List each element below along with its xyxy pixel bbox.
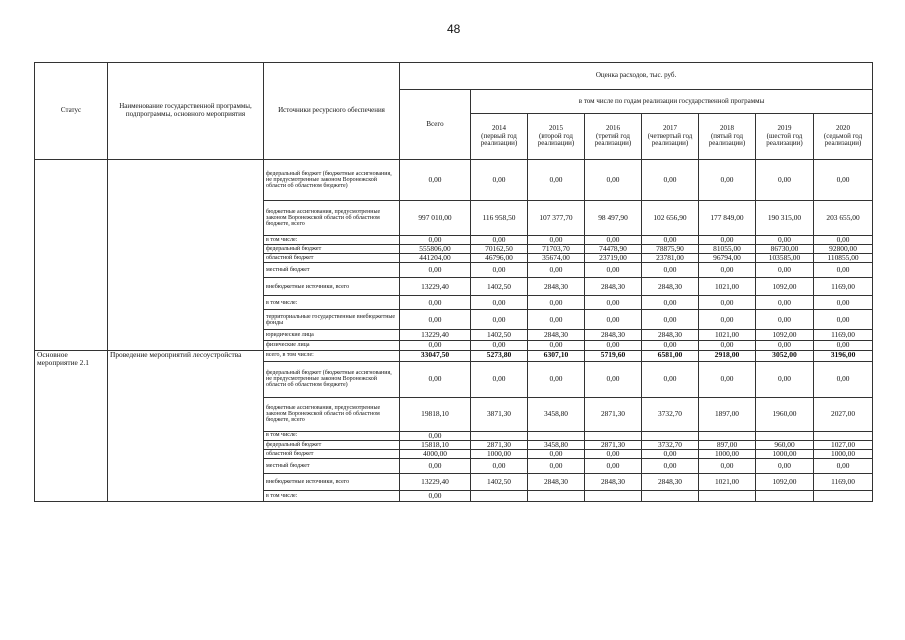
total-cell: 0,00 [400, 160, 471, 201]
value-cell: 1169,00 [814, 278, 873, 296]
value-cell: 2848,30 [528, 330, 585, 341]
name-cell: Проведение мероприятий лесоустройства [108, 350, 264, 501]
header-total: Всего [400, 90, 471, 160]
value-cell: 0,00 [471, 310, 528, 330]
value-cell: 23781,00 [642, 254, 699, 263]
total-cell: 15818,10 [400, 440, 471, 449]
value-cell: 1000,00 [471, 449, 528, 458]
source-cell: федеральный бюджет (бюджетные ассигнования, не предусмотренные законом Воронежской области об областном бюджете) [264, 160, 400, 201]
value-cell: 0,00 [471, 458, 528, 473]
source-cell: федеральный бюджет [264, 245, 400, 254]
header-name: Наименование государственной программы, подпрограммы, основного мероприятия [108, 63, 264, 160]
source-cell: областной бюджет [264, 449, 400, 458]
header-year: 2018 (пятый год реализации) [699, 114, 756, 160]
source-cell: областной бюджет [264, 254, 400, 263]
value-cell: 0,00 [585, 458, 642, 473]
value-cell: 110855,00 [814, 254, 873, 263]
total-cell: 0,00 [400, 236, 471, 245]
value-cell: 1000,00 [814, 449, 873, 458]
header-year: 2014 (первый год реализации) [471, 114, 528, 160]
value-cell: 203 655,00 [814, 201, 873, 236]
total-cell: 0,00 [400, 361, 471, 397]
value-cell: 1000,00 [756, 449, 814, 458]
value-cell: 1021,00 [699, 473, 756, 490]
value-cell: 1092,00 [756, 278, 814, 296]
header-year: 2020 (седьмой год реализации) [814, 114, 873, 160]
value-cell: 0,00 [699, 310, 756, 330]
value-cell [814, 431, 873, 440]
page-number: 48 [447, 22, 461, 36]
value-cell: 0,00 [699, 236, 756, 245]
value-cell: 0,00 [642, 458, 699, 473]
source-cell: в том числе: [264, 296, 400, 310]
value-cell: 35674,00 [528, 254, 585, 263]
value-cell: 0,00 [528, 449, 585, 458]
value-cell: 1169,00 [814, 473, 873, 490]
value-cell: 107 377,70 [528, 201, 585, 236]
value-cell: 0,00 [642, 263, 699, 278]
value-cell: 0,00 [699, 361, 756, 397]
total-cell: 19818,10 [400, 397, 471, 431]
value-cell: 0,00 [471, 160, 528, 201]
value-cell: 0,00 [699, 341, 756, 350]
status-cell: Основное мероприятие 2.1 [35, 350, 108, 501]
value-cell: 0,00 [756, 310, 814, 330]
name-cell [108, 160, 264, 351]
value-cell: 897,00 [699, 440, 756, 449]
value-cell [814, 490, 873, 501]
value-cell: 177 849,00 [699, 201, 756, 236]
value-cell: 1169,00 [814, 330, 873, 341]
value-cell: 0,00 [585, 341, 642, 350]
value-cell: 0,00 [814, 310, 873, 330]
value-cell: 5719,60 [585, 350, 642, 361]
value-cell: 1897,00 [699, 397, 756, 431]
value-cell: 2848,30 [642, 278, 699, 296]
value-cell: 116 958,50 [471, 201, 528, 236]
value-cell: 1021,00 [699, 330, 756, 341]
value-cell: 0,00 [642, 310, 699, 330]
value-cell: 0,00 [471, 361, 528, 397]
value-cell: 0,00 [585, 296, 642, 310]
total-cell: 0,00 [400, 490, 471, 501]
value-cell: 1402,50 [471, 330, 528, 341]
value-cell [642, 431, 699, 440]
value-cell: 0,00 [699, 160, 756, 201]
source-cell: бюджетные ассигнования, предусмотренные законом Воронежской области об областном бюджете, всего [264, 201, 400, 236]
value-cell: 0,00 [585, 361, 642, 397]
source-cell: в том числе: [264, 431, 400, 440]
total-cell: 13229,40 [400, 473, 471, 490]
value-cell: 103585,00 [756, 254, 814, 263]
value-cell: 0,00 [756, 361, 814, 397]
value-cell: 0,00 [585, 449, 642, 458]
value-cell: 3458,80 [528, 440, 585, 449]
total-cell: 4000,00 [400, 449, 471, 458]
value-cell: 0,00 [642, 341, 699, 350]
value-cell: 23719,00 [585, 254, 642, 263]
value-cell: 2871,30 [471, 440, 528, 449]
value-cell: 0,00 [471, 236, 528, 245]
source-cell: бюджетные ассигнования, предусмотренные законом Воронежской области об областном бюджете, всего [264, 397, 400, 431]
value-cell [699, 431, 756, 440]
source-cell: федеральный бюджет (бюджетные ассигнования, не предусмотренные законом Воронежской области об областном бюджете) [264, 361, 400, 397]
header-year: 2015 (второй год реализации) [528, 114, 585, 160]
value-cell: 0,00 [756, 160, 814, 201]
value-cell: 1402,50 [471, 473, 528, 490]
value-cell: 0,00 [471, 263, 528, 278]
value-cell: 0,00 [642, 296, 699, 310]
value-cell: 0,00 [642, 361, 699, 397]
value-cell: 0,00 [756, 263, 814, 278]
value-cell [585, 431, 642, 440]
value-cell: 0,00 [585, 310, 642, 330]
value-cell: 2871,30 [585, 440, 642, 449]
value-cell: 6581,00 [642, 350, 699, 361]
value-cell: 0,00 [642, 449, 699, 458]
value-cell: 81055,00 [699, 245, 756, 254]
value-cell: 0,00 [528, 361, 585, 397]
expenses-table [34, 62, 873, 502]
source-cell: физические лица [264, 341, 400, 350]
value-cell: 0,00 [585, 160, 642, 201]
value-cell: 0,00 [756, 341, 814, 350]
source-cell: местный бюджет [264, 263, 400, 278]
status-cell [35, 160, 108, 351]
value-cell: 0,00 [528, 160, 585, 201]
value-cell: 0,00 [699, 458, 756, 473]
value-cell: 0,00 [756, 236, 814, 245]
value-cell: 1000,00 [699, 449, 756, 458]
value-cell: 0,00 [756, 458, 814, 473]
value-cell [756, 490, 814, 501]
value-cell: 0,00 [699, 296, 756, 310]
source-cell: федеральный бюджет [264, 440, 400, 449]
value-cell: 0,00 [642, 236, 699, 245]
value-cell: 0,00 [528, 236, 585, 245]
value-cell [642, 490, 699, 501]
value-cell: 98 497,90 [585, 201, 642, 236]
value-cell: 1092,00 [756, 330, 814, 341]
table-row [35, 350, 873, 361]
value-cell: 3732,70 [642, 440, 699, 449]
value-cell: 1092,00 [756, 473, 814, 490]
value-cell: 0,00 [814, 341, 873, 350]
value-cell [585, 490, 642, 501]
value-cell: 96794,00 [699, 254, 756, 263]
header-by-years: в том числе по годам реализации государственной программы [471, 90, 873, 114]
total-cell: 13229,40 [400, 330, 471, 341]
value-cell [528, 490, 585, 501]
value-cell [528, 431, 585, 440]
value-cell: 0,00 [756, 296, 814, 310]
value-cell [471, 490, 528, 501]
value-cell: 0,00 [814, 361, 873, 397]
value-cell: 0,00 [642, 160, 699, 201]
value-cell: 2848,30 [528, 278, 585, 296]
value-cell: 0,00 [471, 341, 528, 350]
table-row [35, 160, 873, 201]
total-cell: 997 010,00 [400, 201, 471, 236]
value-cell: 92800,00 [814, 245, 873, 254]
total-cell: 0,00 [400, 458, 471, 473]
value-cell [699, 490, 756, 501]
header-year: 2017 (четвертый год реализации) [642, 114, 699, 160]
value-cell [471, 431, 528, 440]
value-cell: 0,00 [814, 236, 873, 245]
value-cell: 1021,00 [699, 278, 756, 296]
value-cell [756, 431, 814, 440]
value-cell: 5273,80 [471, 350, 528, 361]
value-cell: 1402,50 [471, 278, 528, 296]
value-cell: 0,00 [528, 341, 585, 350]
value-cell: 3732,70 [642, 397, 699, 431]
value-cell: 2848,30 [585, 278, 642, 296]
value-cell: 2848,30 [585, 330, 642, 341]
value-cell: 1027,00 [814, 440, 873, 449]
value-cell: 0,00 [528, 310, 585, 330]
total-cell: 0,00 [400, 296, 471, 310]
value-cell: 190 315,00 [756, 201, 814, 236]
value-cell: 0,00 [585, 236, 642, 245]
total-cell: 0,00 [400, 310, 471, 330]
value-cell: 2848,30 [642, 330, 699, 341]
value-cell: 2027,00 [814, 397, 873, 431]
value-cell: 3871,30 [471, 397, 528, 431]
value-cell: 74478,90 [585, 245, 642, 254]
value-cell: 3196,00 [814, 350, 873, 361]
value-cell: 71703,70 [528, 245, 585, 254]
value-cell: 70162,50 [471, 245, 528, 254]
value-cell: 0,00 [528, 458, 585, 473]
total-cell: 0,00 [400, 263, 471, 278]
value-cell: 1960,00 [756, 397, 814, 431]
value-cell: 0,00 [699, 263, 756, 278]
source-cell: местный бюджет [264, 458, 400, 473]
total-cell: 0,00 [400, 431, 471, 440]
value-cell: 78875,90 [642, 245, 699, 254]
value-cell: 3458,80 [528, 397, 585, 431]
total-cell: 13229,40 [400, 278, 471, 296]
header-estimate: Оценка расходов, тыс. руб. [400, 63, 873, 90]
value-cell: 102 656,90 [642, 201, 699, 236]
source-cell: в том числе: [264, 236, 400, 245]
value-cell: 2848,30 [642, 473, 699, 490]
value-cell: 0,00 [814, 458, 873, 473]
source-cell: юридические лица [264, 330, 400, 341]
total-cell: 441204,00 [400, 254, 471, 263]
value-cell: 0,00 [814, 296, 873, 310]
value-cell: 46796,00 [471, 254, 528, 263]
value-cell: 0,00 [471, 296, 528, 310]
value-cell: 960,00 [756, 440, 814, 449]
value-cell: 86730,00 [756, 245, 814, 254]
total-cell: 0,00 [400, 341, 471, 350]
value-cell: 0,00 [814, 160, 873, 201]
value-cell: 0,00 [528, 263, 585, 278]
source-cell: всего, в том числе: [264, 350, 400, 361]
value-cell: 2871,30 [585, 397, 642, 431]
source-cell: территориальные государственные внебюджетные фонды [264, 310, 400, 330]
source-cell: внебюджетные источники, всего [264, 473, 400, 490]
total-cell: 33047,50 [400, 350, 471, 361]
value-cell: 2848,30 [528, 473, 585, 490]
value-cell: 0,00 [528, 296, 585, 310]
value-cell: 2848,30 [585, 473, 642, 490]
header-year: 2019 (шестой год реализации) [756, 114, 814, 160]
value-cell: 2918,00 [699, 350, 756, 361]
header-year: 2016 (третий год реализации) [585, 114, 642, 160]
header-status: Статус [35, 63, 108, 160]
value-cell: 3052,00 [756, 350, 814, 361]
total-cell: 555806,00 [400, 245, 471, 254]
source-cell: в том числе: [264, 490, 400, 501]
source-cell: внебюджетные источники, всего [264, 278, 400, 296]
value-cell: 6307,10 [528, 350, 585, 361]
value-cell: 0,00 [585, 263, 642, 278]
value-cell: 0,00 [814, 263, 873, 278]
header-source: Источники ресурсного обеспечения [264, 63, 400, 160]
